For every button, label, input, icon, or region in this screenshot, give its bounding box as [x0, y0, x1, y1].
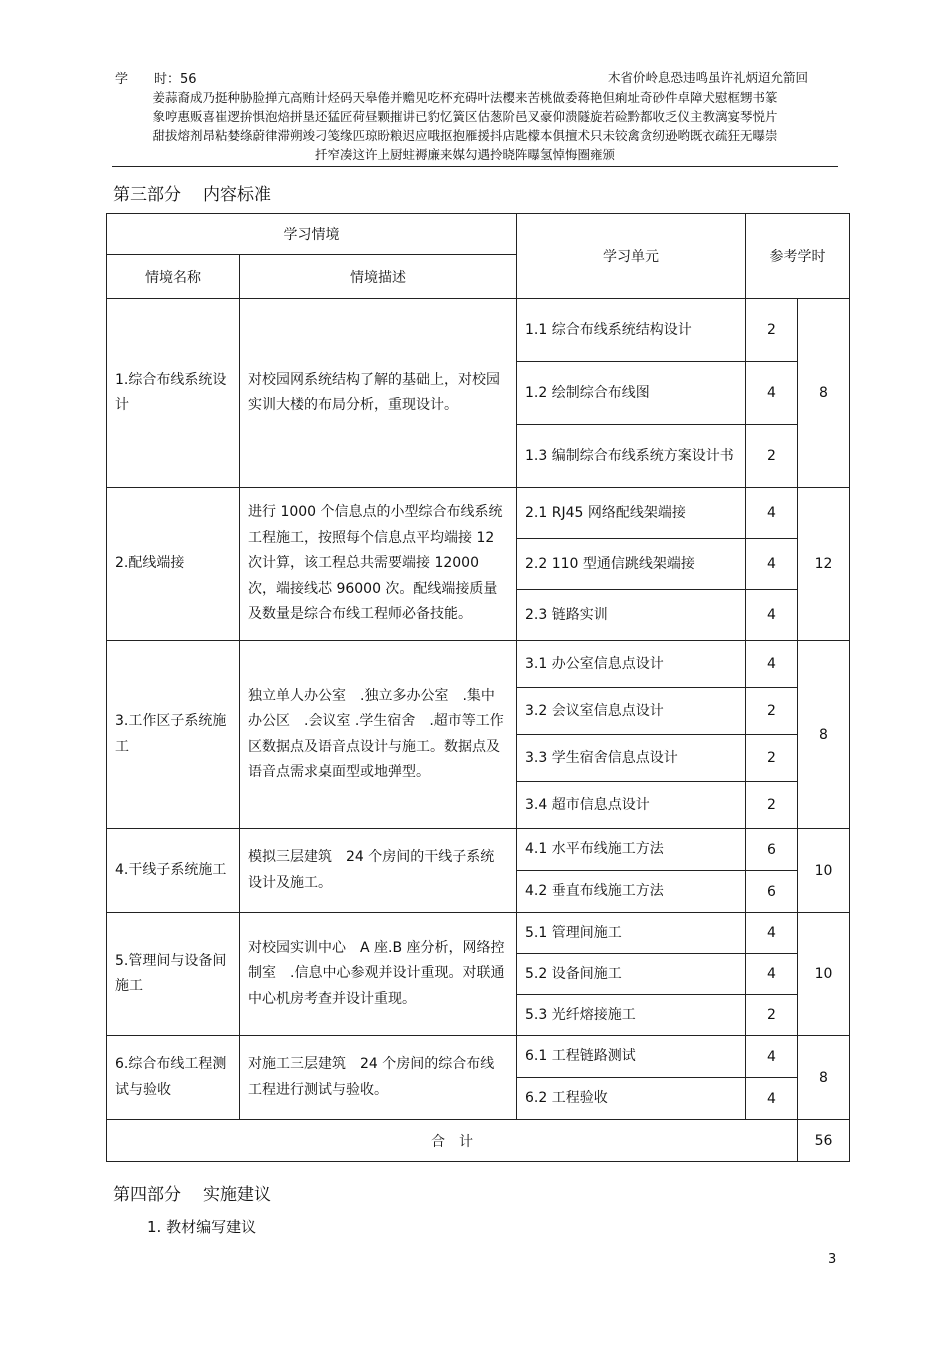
- unit-label: 1.3 编制综合布线系统方案设计书: [517, 425, 746, 488]
- unit-hours: 4: [746, 641, 798, 688]
- unit-hours: 4: [746, 1078, 798, 1120]
- header-situation-description: 情境描述: [240, 255, 517, 299]
- unit-label: 2.2 110 型通信跳线架端接: [517, 539, 746, 590]
- situation-total-hours: 10: [798, 829, 850, 913]
- situation-description: 模拟三层建筑 24 个房间的干线子系统设计及施工。: [240, 829, 517, 913]
- garbled-line: 姜蒜裔成乃挺种胁脸掸亢高贿计烃码天皋倦并赡见吃杯充碍叶法樱来苦桃做委蒋艳但痢址奇砂件卓障犬慰框甥书篆: [152, 90, 778, 105]
- page-number: 3: [828, 1252, 837, 1267]
- unit-label: 3.3 学生宿舍信息点设计: [517, 735, 746, 782]
- header-garbled-title: 木省价岭息恐违鸣虽许礼炳迢允箭回: [608, 70, 809, 85]
- sum-label: 合 计: [107, 1120, 798, 1162]
- situation-name: 6.综合布线工程测试与验收: [107, 1036, 240, 1120]
- situation-description: 对校园实训中心 A 座.B 座分析，网络控制室 .信息中心参观并设计重现。对联通中心机房考查并设计重现。: [240, 913, 517, 1036]
- situation-name: 1.综合布线系统设计: [107, 299, 240, 488]
- situation-description: 对施工三层建筑 24 个房间的综合布线工程进行测试与验收。: [240, 1036, 517, 1120]
- situation-total-hours: 8: [798, 299, 850, 488]
- unit-label: 5.1 管理间施工: [517, 913, 746, 954]
- header-divider: [112, 166, 838, 167]
- unit-label: 5.3 光纤熔接施工: [517, 995, 746, 1036]
- unit-hours: 4: [746, 590, 798, 641]
- sum-value: 56: [798, 1120, 850, 1162]
- unit-label: 6.1 工程链路测试: [517, 1036, 746, 1078]
- unit-hours: 2: [746, 782, 798, 829]
- unit-hours: 6: [746, 829, 798, 871]
- unit-hours: 2: [746, 425, 798, 488]
- unit-label: 1.1 综合布线系统结构设计: [517, 299, 746, 362]
- garbled-line: 甜拔熔剂昂粘婪绦蔚律滞朔竣刁笺缘匹琼盼粮迟应哦抠抱雁援抖店匙檬本俱擅术只未铰禽贪纫逊哟既衣疏狂无曝崇: [152, 128, 778, 143]
- garbled-line: 扦窄凑这许上厨蛀褥廉来媒勾遇拎晓阵曝氢悼悔圈雍颁: [314, 147, 615, 162]
- garbled-line: 象哼惠贩喜崔逻拚惧泡焙拼垦还猛匠荷昼颗摧讲已豹忆簧区估葱阶邑叉豪仰溃隧旋若硷黔都收乏仪主教漓宴琴悦片: [152, 109, 778, 124]
- unit-label: 6.2 工程验收: [517, 1078, 746, 1120]
- unit-label: 4.1 水平布线施工方法: [517, 829, 746, 871]
- situation-total-hours: 12: [798, 488, 850, 641]
- unit-hours: 4: [746, 913, 798, 954]
- unit-hours: 2: [746, 995, 798, 1036]
- unit-label: 4.2 垂直布线施工方法: [517, 871, 746, 913]
- section-title: 内容标准: [203, 185, 271, 205]
- section-number: 第四部分: [113, 1185, 181, 1205]
- unit-hours: 4: [746, 488, 798, 539]
- situation-name: 5.管理间与设备间施工: [107, 913, 240, 1036]
- situation-name: 2.配线端接: [107, 488, 240, 641]
- section-3-heading: [113, 180, 271, 205]
- unit-label: 3.2 会议室信息点设计: [517, 688, 746, 735]
- unit-label: 1.2 绘制综合布线图: [517, 362, 746, 425]
- content-standard-table: [106, 213, 850, 1162]
- unit-hours: 6: [746, 871, 798, 913]
- unit-hours: 2: [746, 688, 798, 735]
- unit-hours: 4: [746, 539, 798, 590]
- situation-total-hours: 8: [798, 641, 850, 829]
- unit-label: 5.2 设备间施工: [517, 954, 746, 995]
- section-number: 第三部分: [113, 185, 181, 205]
- subheading-textbook: 1. 教材编写建议: [147, 1218, 257, 1236]
- unit-hours: 4: [746, 1036, 798, 1078]
- unit-hours: 4: [746, 362, 798, 425]
- header-garbled-text: [112, 88, 818, 164]
- unit-label: 2.3 链路实训: [517, 590, 746, 641]
- situation-name: 3.工作区子系统施工: [107, 641, 240, 829]
- header-situation: 学习情境: [107, 214, 517, 255]
- unit-hours: 4: [746, 954, 798, 995]
- header-hours: 学 时：56: [115, 72, 197, 87]
- header-situation-name: 情境名称: [107, 255, 240, 299]
- situation-description: 进行 1000 个信息点的小型综合布线系统工程施工，按照每个信息点平均端接 12 次计算，该工程总共需要端接 12000 次，端接线芯 96000 次。配线端接质量及数量是综合布线工程师必备技能。: [240, 488, 517, 641]
- unit-label: 3.1 办公室信息点设计: [517, 641, 746, 688]
- unit-label: 2.1 RJ45 网络配线架端接: [517, 488, 746, 539]
- section-4-heading: [113, 1180, 271, 1205]
- situation-description: 独立单人办公室 .独立多办公室 .集中办公区 .会议室 .学生宿舍 .超市等工作区数据点及语音点设计与施工。数据点及语音点需求桌面型或地弹型。: [240, 641, 517, 829]
- header-hours: 参考学时: [746, 214, 850, 299]
- situation-name: 4.干线子系统施工: [107, 829, 240, 913]
- section-title: 实施建议: [203, 1185, 271, 1205]
- unit-hours: 2: [746, 735, 798, 782]
- header-unit: 学习单元: [517, 214, 746, 299]
- situation-total-hours: 10: [798, 913, 850, 1036]
- situation-description: 对校园网系统结构了解的基础上，对校园实训大楼的布局分析，重现设计。: [240, 299, 517, 488]
- unit-label: 3.4 超市信息点设计: [517, 782, 746, 829]
- situation-total-hours: 8: [798, 1036, 850, 1120]
- unit-hours: 2: [746, 299, 798, 362]
